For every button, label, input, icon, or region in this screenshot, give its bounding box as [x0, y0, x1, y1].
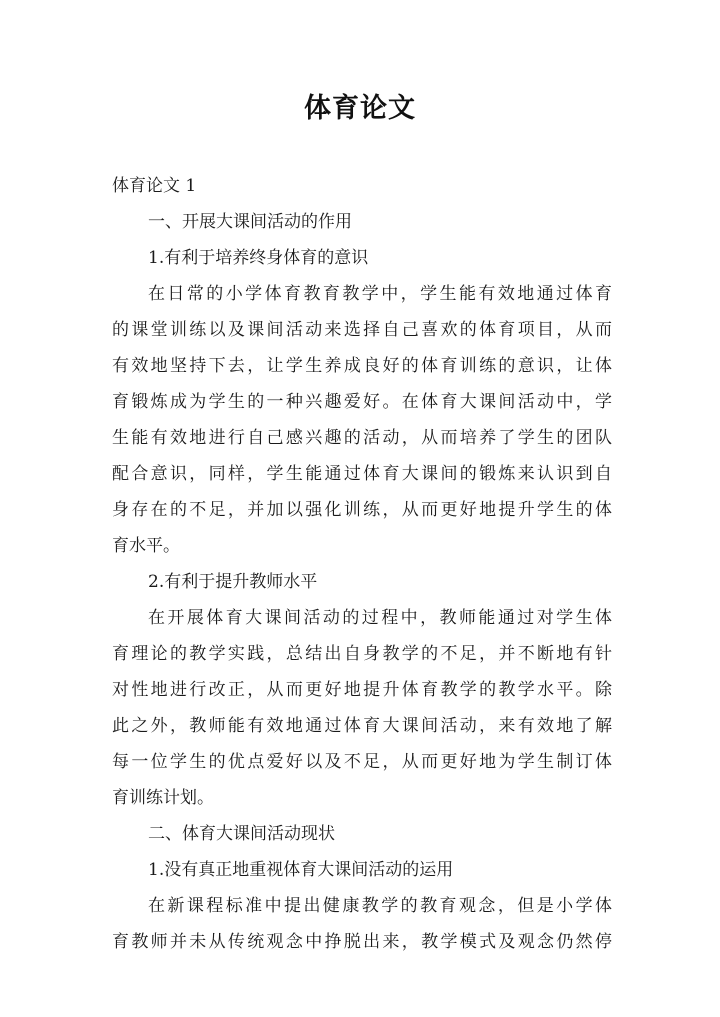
paragraph-line: 在开展体育大课间活动的过程中，教师能通过对学生体 — [148, 608, 612, 628]
paragraph-2 — [112, 600, 612, 816]
paragraph-line: 每一位学生的优点爱好以及不足，从而更好地为学生制订体 — [112, 752, 612, 772]
subheading-1-2: 2.有利于提升教师水平 — [148, 572, 318, 592]
paragraph-line: 在新课程标准中提出健康教学的教育观念，但是小学体 — [148, 896, 612, 916]
section-label: 体育论文 1 — [112, 176, 197, 196]
paragraph-1 — [112, 276, 612, 564]
subheading-2-1: 1.没有真正地重视体育大课间活动的运用 — [148, 860, 454, 880]
paragraph-line: 有效地坚持下去，让学生养成良好的体育训练的意识，让体 — [112, 356, 612, 376]
paragraph-line: 育理论的教学实践，总结出自身教学的不足，并不断地有针 — [112, 644, 612, 664]
paragraph-line: 育训练计划。 — [112, 788, 214, 808]
heading-1: 一、开展大课间活动的作用 — [148, 212, 352, 232]
paragraph-line: 生能有效地进行自己感兴趣的活动，从而培养了学生的团队 — [112, 428, 612, 448]
page-title: 体育论文 — [304, 93, 416, 124]
subheading-1-1: 1.有利于培养终身体育的意识 — [148, 248, 369, 268]
paragraph-line: 配合意识，同样，学生能通过体育大课间的锻炼来认识到自 — [112, 464, 612, 484]
heading-2: 二、体育大课间活动现状 — [148, 824, 335, 844]
paragraph-3 — [112, 888, 612, 960]
paragraph-line: 身存在的不足，并加以强化训练，从而更好地提升学生的体 — [112, 500, 612, 520]
paragraph-line: 育教师并未从传统观念中挣脱出来，教学模式及观念仍然停 — [112, 932, 612, 952]
paragraph-line: 育水平。 — [112, 536, 180, 556]
paragraph-line: 对性地进行改正，从而更好地提升体育教学的教学水平。除 — [112, 680, 612, 700]
paragraph-line: 此之外，教师能有效地通过体育大课间活动，来有效地了解 — [112, 716, 612, 736]
paragraph-line: 育锻炼成为学生的一种兴趣爱好。在体育大课间活动中，学 — [112, 392, 612, 412]
paragraph-line: 的课堂训练以及课间活动来选择自己喜欢的体育项目，从而 — [112, 320, 612, 340]
document-body — [112, 168, 612, 960]
paragraph-line: 在日常的小学体育教育教学中，学生能有效地通过体育 — [148, 284, 612, 304]
